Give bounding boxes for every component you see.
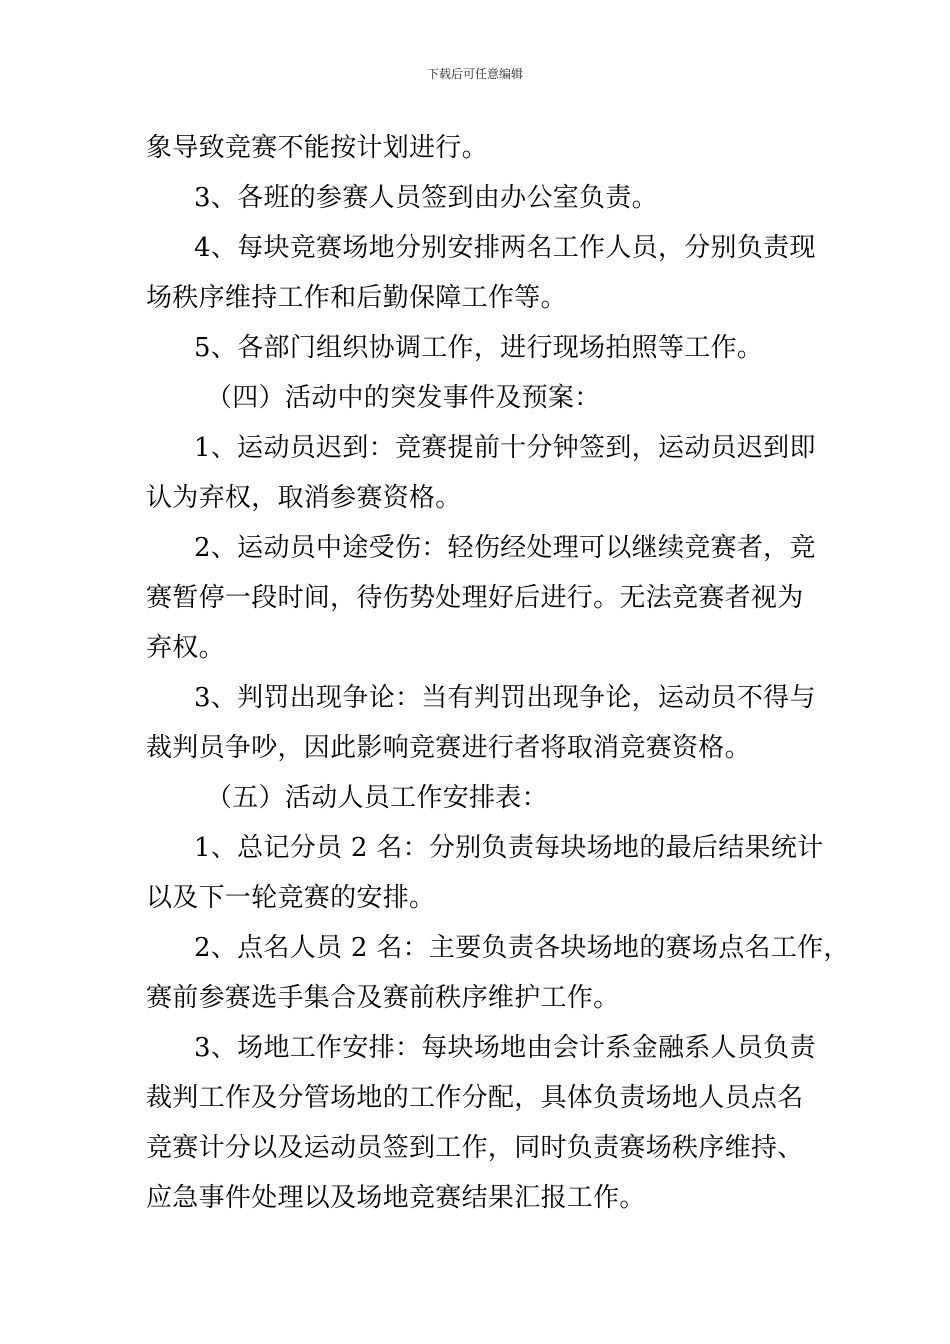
text-line: 赛暂停一段时间，待伤势处理好后进行。无法竞赛者视为 (146, 583, 804, 613)
text-line: 3、场地工作安排：每块场地由会计系金融系人员负责 (194, 1033, 816, 1063)
text-line: 以及下一轮竞赛的安排。 (146, 883, 436, 913)
section-heading: （四）活动中的突发事件及预案： (206, 383, 601, 413)
text-line: 应急事件处理以及场地竞赛结果汇报工作。 (146, 1183, 646, 1213)
text-line: 认为弃权，取消参赛资格。 (146, 483, 462, 513)
text-line: 1、运动员迟到：竞赛提前十分钟签到，运动员迟到即 (194, 433, 816, 463)
text-line: 2、点名人员 2 名：主要负责各块场地的赛场点名工作， (194, 933, 850, 963)
section-heading: （五）活动人员工作安排表： (206, 783, 548, 813)
page-header: 下载后可任意编辑 (426, 67, 523, 81)
text-line: 竞赛计分以及运动员签到工作，同时负责赛场秩序维持、 (146, 1133, 804, 1163)
text-line: 象导致竞赛不能按计划进行。 (146, 133, 488, 163)
text-line: 3、判罚出现争论：当有判罚出现争论，运动员不得与 (194, 683, 816, 713)
text-line: 裁判工作及分管场地的工作分配，具体负责场地人员点名 (146, 1083, 804, 1113)
text-line: 4、每块竞赛场地分别安排两名工作人员，分别负责现 (194, 233, 816, 263)
text-line: 3、各班的参赛人员签到由办公室负责。 (194, 183, 658, 213)
text-line: 弃权。 (146, 633, 225, 663)
document-body (146, 129, 850, 1229)
text-line: 2、运动员中途受伤：轻伤经处理可以继续竞赛者，竞 (194, 533, 816, 563)
text-line: 场秩序维持工作和后勤保障工作等。 (146, 283, 567, 313)
text-line: 赛前参赛选手集合及赛前秩序维护工作。 (146, 983, 620, 1013)
text-line: 裁判员争吵，因此影响竞赛进行者将取消竞赛资格。 (146, 733, 751, 763)
text-line: 5、各部门组织协调工作，进行现场拍照等工作。 (194, 333, 764, 363)
text-line: 1、总记分员 2 名：分别负责每块场地的最后结果统计 (194, 833, 824, 863)
